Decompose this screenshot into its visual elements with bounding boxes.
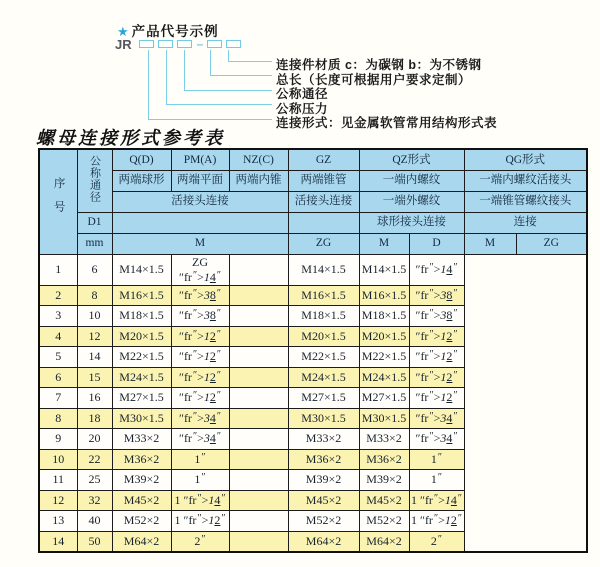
header-row-2 (39, 170, 587, 191)
cell-gz-zg: ″fr″>12″ (171, 347, 229, 368)
cell-dn-mm: 12 (77, 326, 112, 347)
cell-dn-mm: 10 (77, 306, 112, 327)
cell-qg-m: M20×1.5 (359, 326, 409, 347)
header-blank-2 (288, 212, 359, 233)
header-pm: PM(A) (171, 149, 229, 170)
cell-seq: 11 (39, 470, 77, 491)
legend-connection-form: 连接形式：见金属软管常用结构形式表 (276, 116, 498, 130)
cell-qz-m (229, 449, 288, 470)
cell-qg-m: M52×2 (359, 511, 409, 532)
cell-dn-mm: 18 (77, 408, 112, 429)
cell-qz-m (229, 367, 288, 388)
header-qz-m: M (359, 233, 409, 254)
cell-seq: 7 (39, 388, 77, 409)
cell-qz-d: M30×1.5 (288, 408, 359, 429)
cell-qg-zg: 2″ (409, 531, 464, 552)
header-blank-1 (112, 212, 288, 233)
cell-gz-zg: ″fr″>34″ (171, 429, 229, 450)
legend-nominal-pressure: 公称压力 (276, 101, 329, 116)
cell-qz-d: M64×2 (288, 531, 359, 552)
header-qz-conn: 球形接头连接 (359, 212, 464, 233)
cell-seq: 8 (39, 408, 77, 429)
cell-qz-m (229, 347, 288, 368)
cell-m: M24×1.5 (112, 367, 171, 388)
cell-gz-zg: ″fr″>34″ (171, 408, 229, 429)
code-box-4 (207, 40, 222, 48)
legend-material: 连接件材质 c：为碳钢 b：为不锈钢 (276, 58, 482, 72)
header-qg-conn: 连接 (464, 212, 587, 233)
cell-seq: 2 (39, 285, 77, 306)
header-row-1 (39, 149, 587, 170)
table-title: 螺母连接形式参考表 (36, 128, 225, 149)
cell-m: M45×2 (112, 490, 171, 511)
cell-qg-zg: ″fr″>12″ (409, 388, 464, 409)
table-row (39, 531, 587, 552)
cell-m: M27×1.5 (112, 388, 171, 409)
cell-seq: 4 (39, 326, 77, 347)
table-row (39, 367, 587, 388)
cell-seq: 3 (39, 306, 77, 327)
header-gz-desc: 两端锥管 (288, 170, 359, 191)
cell-qz-m (229, 306, 288, 327)
header-row-5 (39, 233, 587, 254)
header-qg: QG形式 (464, 149, 587, 170)
cell-qg-zg: ″fr″>12″ (409, 326, 464, 347)
product-code-row (115, 37, 245, 51)
cell-qz-m (229, 470, 288, 491)
cell-qz-m (229, 254, 288, 285)
cell-dn-mm: 15 (77, 367, 112, 388)
cell-qz-m (229, 511, 288, 532)
cell-dn-mm: 40 (77, 511, 112, 532)
nut-connection-reference-table (38, 148, 588, 553)
cell-m: M39×2 (112, 470, 171, 491)
table-row (39, 470, 587, 491)
cell-seq: 10 (39, 449, 77, 470)
cell-qg-m: M64×2 (359, 531, 409, 552)
star-icon: ★ (117, 24, 130, 39)
cell-qg-m: M22×1.5 (359, 347, 409, 368)
cell-qg-zg: 1 ″fr″>12″ (409, 511, 464, 532)
cell-qz-d: M22×1.5 (288, 347, 359, 368)
cell-qz-m (229, 326, 288, 347)
cell-m: M33×2 (112, 429, 171, 450)
table-row (39, 285, 587, 306)
cell-dn-mm: 20 (77, 429, 112, 450)
cell-qg-m: M16×1.5 (359, 285, 409, 306)
header-q: Q(D) (112, 149, 171, 170)
header-qg-zg: ZG (516, 233, 587, 254)
table-row (39, 306, 587, 327)
cell-m: M14×1.5 (112, 254, 171, 285)
cell-gz-zg: 1 ″fr″>14″ (171, 490, 229, 511)
cell-qz-d: M24×1.5 (288, 367, 359, 388)
cell-gz-zg: 2″ (171, 531, 229, 552)
cell-dn-mm: 16 (77, 388, 112, 409)
table-header (39, 149, 587, 254)
cell-qz-d: M20×1.5 (288, 326, 359, 347)
header-m: M (112, 233, 288, 254)
header-q-desc: 两端球形 (112, 170, 171, 191)
cell-qg-zg: ″fr″>14″ (409, 254, 464, 285)
cell-qz-m (229, 285, 288, 306)
cell-qz-m (229, 429, 288, 450)
cell-qz-d: M27×1.5 (288, 388, 359, 409)
header-row-4 (39, 212, 587, 233)
cell-m: M52×2 (112, 511, 171, 532)
cell-seq: 5 (39, 347, 77, 368)
cell-gz-zg: ″fr″>38″ (171, 306, 229, 327)
cell-qg-m: M36×2 (359, 449, 409, 470)
cell-dn-mm: 8 (77, 285, 112, 306)
header-qz-desc1: 一端内螺纹 (359, 170, 464, 191)
cell-gz-zg: 1 ″fr″>12″ (171, 511, 229, 532)
cell-qz-m (229, 490, 288, 511)
header-qg-m: M (464, 233, 516, 254)
cell-seq: 14 (39, 531, 77, 552)
cell-qz-d: M33×2 (288, 429, 359, 450)
cell-seq: 1 (39, 254, 77, 285)
table-row (39, 388, 587, 409)
header-qz-desc2: 一端外螺纹 (359, 191, 464, 212)
cell-gz-zg: ZG ″fr″>14″ (171, 254, 229, 285)
cell-dn-mm: 25 (77, 470, 112, 491)
header-d1: D1 (77, 212, 112, 233)
leader-line-5 (148, 50, 272, 120)
header-qz-d: D (409, 233, 464, 254)
cell-qg-m: M33×2 (359, 429, 409, 450)
cell-qg-m: M14×1.5 (359, 254, 409, 285)
code-dash: – (196, 37, 204, 51)
cell-qg-zg: 1″ (409, 470, 464, 491)
cell-m: M22×1.5 (112, 347, 171, 368)
cell-qg-zg: ″fr″>38″ (409, 306, 464, 327)
cell-qz-m (229, 388, 288, 409)
header-mm: mm (77, 233, 112, 254)
cell-qz-d: M16×1.5 (288, 285, 359, 306)
cell-m: M16×1.5 (112, 285, 171, 306)
cell-gz-zg: ″fr″>12″ (171, 388, 229, 409)
table-row (39, 254, 587, 285)
header-gz-conn: 活接头连接 (288, 191, 359, 212)
code-box-1 (139, 40, 154, 48)
cell-m: M30×1.5 (112, 408, 171, 429)
header-gz: GZ (288, 149, 359, 170)
code-box-3 (177, 40, 192, 48)
code-box-5 (226, 40, 241, 48)
header-qg-desc2: 一端锥管螺纹接头 (464, 191, 587, 212)
cell-seq: 6 (39, 367, 77, 388)
cell-qg-zg: ″fr″>12″ (409, 347, 464, 368)
table-body (39, 254, 587, 552)
cell-dn-mm: 22 (77, 449, 112, 470)
header-union-conn: 活接头连接 (112, 191, 288, 212)
cell-qg-zg: ″fr″>34″ (409, 408, 464, 429)
cell-m: M36×2 (112, 449, 171, 470)
code-box-2 (158, 40, 173, 48)
table-row (39, 449, 587, 470)
table-row (39, 408, 587, 429)
header-dn: 公称通径 (77, 149, 112, 212)
cell-qg-m: M39×2 (359, 470, 409, 491)
cell-qz-d: M52×2 (288, 511, 359, 532)
cell-m: M64×2 (112, 531, 171, 552)
cell-qg-zg: ″fr″>12″ (409, 367, 464, 388)
cell-qz-d: M39×2 (288, 470, 359, 491)
table-row (39, 490, 587, 511)
cell-m: M20×1.5 (112, 326, 171, 347)
cell-gz-zg: ″fr″>12″ (171, 367, 229, 388)
cell-qg-m: M27×1.5 (359, 388, 409, 409)
cell-seq: 13 (39, 511, 77, 532)
cell-qg-zg: 1 ″fr″>14″ (409, 490, 464, 511)
table-row (39, 347, 587, 368)
header-qz: QZ形式 (359, 149, 464, 170)
table-row (39, 326, 587, 347)
legend-total-length: 总长（长度可根据用户要求定制） (276, 72, 472, 87)
cell-dn-mm: 32 (77, 490, 112, 511)
cell-dn-mm: 6 (77, 254, 112, 285)
cell-gz-zg: ″fr″>38″ (171, 285, 229, 306)
cell-qg-m: M24×1.5 (359, 367, 409, 388)
legend-nominal-diameter: 公称通径 (276, 87, 329, 101)
cell-qz-m (229, 408, 288, 429)
cell-seq: 12 (39, 490, 77, 511)
header-nz: NZ(C) (229, 149, 288, 170)
header-nz-desc: 两端内锥 (229, 170, 288, 191)
cell-gz-zg: ″fr″>12″ (171, 326, 229, 347)
header-pm-desc: 两端平面 (171, 170, 229, 191)
cell-qz-d: M45×2 (288, 490, 359, 511)
cell-qg-m: M45×2 (359, 490, 409, 511)
header-zg: ZG (288, 233, 359, 254)
header-seq: 序号 (39, 149, 77, 254)
cell-gz-zg: 1″ (171, 449, 229, 470)
cell-qg-m: M18×1.5 (359, 306, 409, 327)
code-prefix: JR (115, 36, 132, 52)
cell-dn-mm: 50 (77, 531, 112, 552)
header-qg-desc1: 一端内螺纹活接头 (464, 170, 587, 191)
table-row (39, 511, 587, 532)
cell-dn-mm: 14 (77, 347, 112, 368)
table-row (39, 429, 587, 450)
cell-qz-m (229, 531, 288, 552)
cell-seq: 9 (39, 429, 77, 450)
cell-qg-zg: 1″ (409, 449, 464, 470)
cell-qz-d: M18×1.5 (288, 306, 359, 327)
diagram-title-text: 产品代号示例 (131, 24, 219, 39)
cell-qg-m: M30×1.5 (359, 408, 409, 429)
cell-qz-d: M14×1.5 (288, 254, 359, 285)
header-row-3 (39, 191, 587, 212)
cell-m: M18×1.5 (112, 306, 171, 327)
cell-gz-zg: 1″ (171, 470, 229, 491)
cell-qg-zg: ″fr″>34″ (409, 429, 464, 450)
cell-qz-d: M36×2 (288, 449, 359, 470)
cell-qg-zg: ″fr″>38″ (409, 285, 464, 306)
